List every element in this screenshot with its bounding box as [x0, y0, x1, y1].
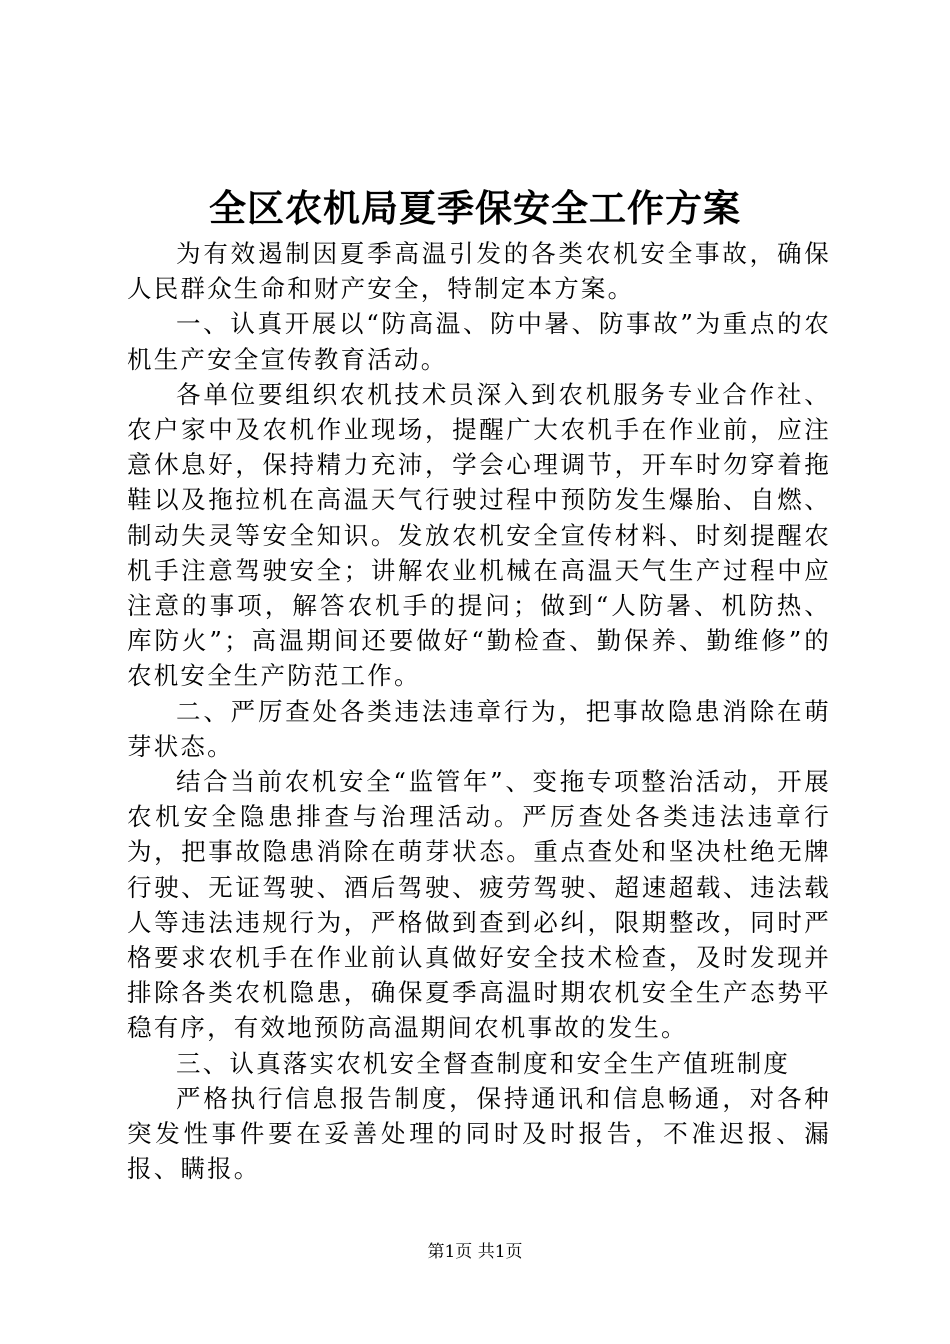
paragraph-intro: 为有效遏制因夏季高温引发的各类农机安全事故，确保人民群众生命和财产安全，特制定本方案。: [127, 239, 831, 304]
page-footer: 第1页 共1页: [427, 1242, 523, 1262]
paragraph-section-2: 结合当前农机安全“监管年”、变拖专项整治活动，开展农机安全隐患排查与治理活动。严厉查处各类违法违章行为，把事故隐患消除在萌芽状态。重点查处和坚决杜绝无牌行驶、无证驾驶、酒后驾驶、疲劳驾驶、超速超载、违法载人等违法违规行为，严格做到查到必纠，限期整改，同时严格要求农机手在作业前认真做好安全技术检查，及时发现并排除各类农机隐患，确保夏季高温时期农机安全生产态势平稳有序，有效地预防高温期间农机事故的发生。: [127, 767, 831, 1043]
section-heading-3: 三、认真落实农机安全督查制度和安全生产值班制度: [176, 1048, 791, 1078]
document-body: [127, 236, 831, 1186]
section-heading-2: 二、严厉查处各类违法违章行为，把事故隐患消除在萌芽状态。: [127, 696, 831, 761]
paragraph-section-1: 各单位要组织农机技术员深入到农机服务专业合作社、农户家中及农机作业现场，提醒广大农机手在作业前，应注意休息好，保持精力充沛，学会心理调节，开车时勿穿着拖鞋以及拖拉机在高温天气行驶过程中预防发生爆胎、自燃、制动失灵等安全知识。发放农机安全宣传材料、时刻提醒农机手注意驾驶安全；讲解农业机械在高温天气生产过程中应注意的事项，解答农机手的提问；做到“人防暑、机防热、库防火”；高温期间还要做好“勤检查、勤保养、勤维修”的农机安全生产防范工作。: [127, 379, 831, 691]
document-title: 全区农机局夏季保安全工作方案: [209, 186, 741, 230]
section-heading-1: 一、认真开展以“防高温、防中暑、防事故”为重点的农机生产安全宣传教育活动。: [127, 309, 831, 374]
paragraph-section-3: 严格执行信息报告制度，保持通讯和信息畅通，对各种突发性事件要在妥善处理的同时及时报告，不准迟报、漏报、瞒报。: [127, 1083, 831, 1184]
